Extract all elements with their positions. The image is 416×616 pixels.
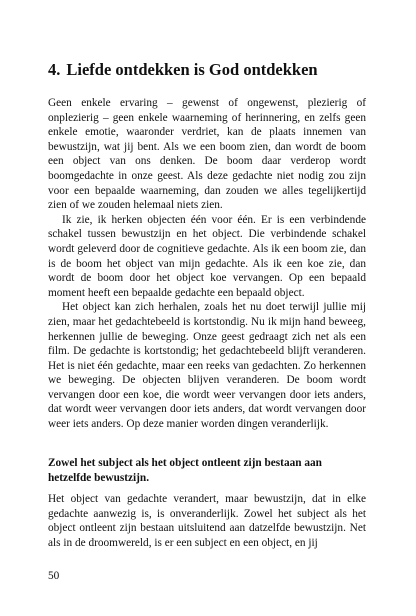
- paragraph-1: Geen enkele ervaring – gewenst of ongewenst, plezierig of onplezierig – geen enkele waarneming of herinnering, en zelfs geen enkele emotie, waaronder verdriet, kan de plaats innemen van bewustzijn, wat jij bent. Als we een boom zien, dan wordt de boom een object van ons denken. De boom daar verderop wordt boomgedachte in onze geest. Als deze gedachte niet nodig zou zijn voor een bepaalde waarneming, dan zouden we alles tegelijkertijd zien of we zouden helemaal niets zien.: [48, 97, 366, 212]
- chapter-title: [48, 60, 318, 80]
- body-text: [48, 96, 366, 432]
- paragraph-2: Ik zie, ik herken objecten één voor één. Er is een verbindende schakel tussen bewustzijn en het object. Die verbindende schakel wordt geleverd door de cognitieve gedachte. Als ik een boom zie, dan is de boom het object van mijn gedachte. Als ik een koe zie, dan wordt de boom door het object koe vervangen. Op een bepaald moment heeft een bepaalde gedachte een bepaald object.: [48, 213, 366, 299]
- book-page: [48, 0, 366, 616]
- body-text-continued: [48, 492, 366, 550]
- section-subheading: Zowel het subject als het object ontleent zijn bestaan aan hetzelfde bewustzijn.: [48, 457, 322, 484]
- chapter-title-text: Liefde ontdekken is God ontdekken: [66, 60, 318, 79]
- chapter-number: 4.: [48, 60, 61, 79]
- page-number: 50: [48, 570, 60, 582]
- paragraph-4: Het object van gedachte verandert, maar bewustzijn, dat in elke gedachte aanwezig is, is onveranderlijk. Zowel het subject als het object ontleent zijn bestaan uitsluitend aan datzelfde bewustzijn. Net als in de droomwereld, is er een subject en een object, en jij: [48, 493, 366, 549]
- paragraph-3: Het object kan zich herhalen, zoals het nu doet terwijl jullie mij zien, maar het gedachtebeeld is kortstondig. Nu ik mijn hand beweeg, herkennen jullie de beweging. Onze geest gedraagt zich net als een film. De gedachte is kortstondig; het gedachtebeeld blijft veranderen. Het is niet één gedachte, maar een reeks van gedachten. Zo herkennen we beweging. De objecten blijven veranderen. De boom wordt vervangen door een koe, die wordt weer vervangen door iets anders, dat wordt weer vervangen door iets anders, dat wordt vervangen door weer iets anders. Op deze manier worden dingen veranderlijk.: [48, 301, 366, 431]
